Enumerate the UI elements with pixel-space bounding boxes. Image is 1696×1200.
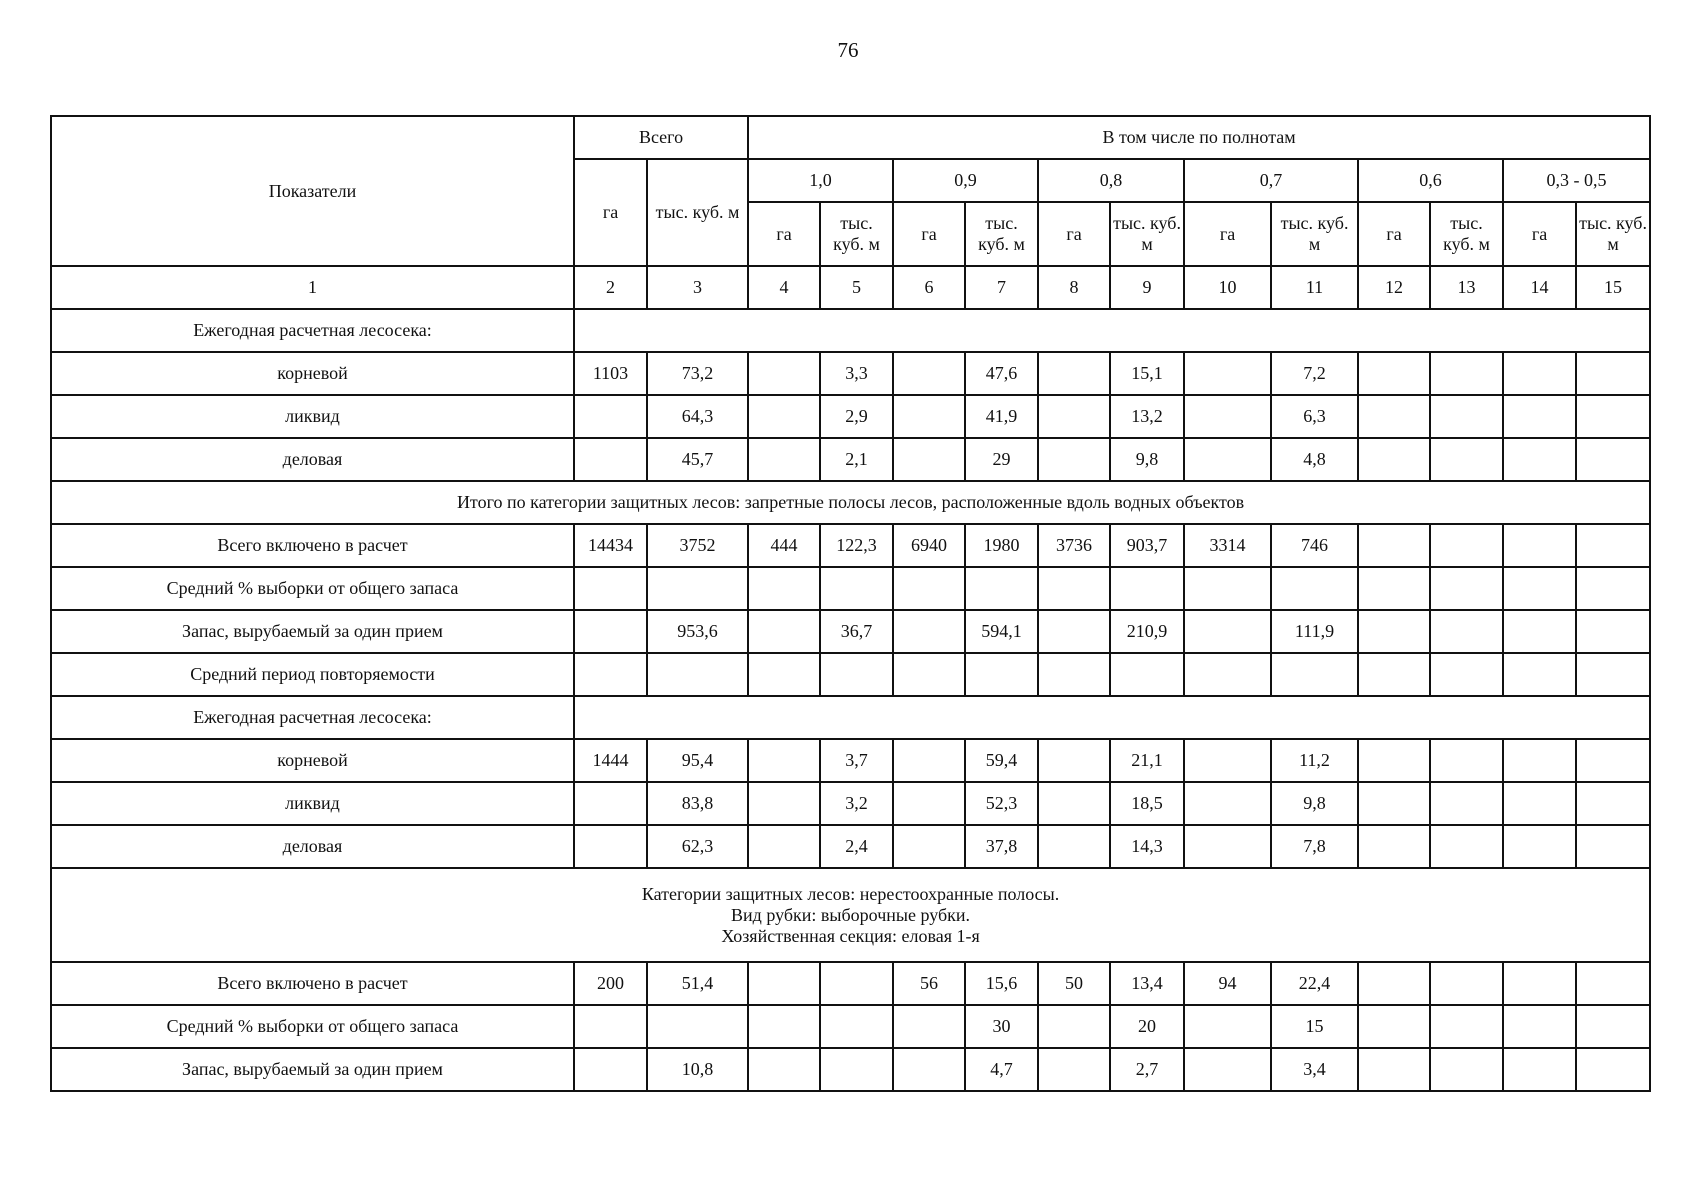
table-cell: 62,3	[647, 825, 748, 868]
table-cell	[893, 739, 965, 782]
table-cell: 3752	[647, 524, 748, 567]
column-number: 11	[1271, 266, 1358, 309]
table-cell: 50	[1038, 962, 1110, 1005]
table-cell	[1271, 567, 1358, 610]
table-cell: 83,8	[647, 782, 748, 825]
table-cell: 200	[574, 962, 647, 1005]
section-title	[51, 868, 1650, 962]
header-unit-ha: га	[1503, 202, 1576, 266]
table-cell: 56	[893, 962, 965, 1005]
section-title-row	[51, 481, 1650, 524]
table-cell	[1576, 395, 1650, 438]
table-cell: 1980	[965, 524, 1038, 567]
table-cell	[1184, 1048, 1271, 1091]
table-cell	[1358, 610, 1430, 653]
column-number: 9	[1110, 266, 1184, 309]
table-cell	[1038, 610, 1110, 653]
table-cell	[1358, 524, 1430, 567]
table-cell	[1430, 653, 1503, 696]
table-cell: 4,8	[1271, 438, 1358, 481]
table-cell: 47,6	[965, 352, 1038, 395]
table-cell: 444	[748, 524, 820, 567]
table-cell	[574, 653, 647, 696]
row-label: Всего включено в расчет	[51, 962, 574, 1005]
column-number: 3	[647, 266, 748, 309]
table-cell	[893, 653, 965, 696]
table-cell	[965, 653, 1038, 696]
table-cell	[1576, 782, 1650, 825]
table-cell	[748, 610, 820, 653]
table-cell	[1184, 352, 1271, 395]
table-cell	[748, 739, 820, 782]
table-row	[51, 962, 1650, 1005]
table-cell: 10,8	[647, 1048, 748, 1091]
table-cell	[748, 962, 820, 1005]
column-number: 7	[965, 266, 1038, 309]
table-row	[51, 739, 1650, 782]
table-row	[51, 567, 1650, 610]
header-unit-volume: тыс. куб. м	[1576, 202, 1650, 266]
table-cell	[647, 567, 748, 610]
table-cell	[1503, 352, 1576, 395]
table-cell	[1358, 438, 1430, 481]
table-cell	[1358, 352, 1430, 395]
section-title-line: Вид рубки: выборочные рубки.	[731, 904, 971, 925]
column-number: 1	[51, 266, 574, 309]
row-label: ликвид	[51, 782, 574, 825]
table-cell	[647, 653, 748, 696]
table-cell: 2,9	[820, 395, 893, 438]
table-cell	[1503, 395, 1576, 438]
header-total: Всего	[574, 116, 748, 159]
table-cell	[893, 782, 965, 825]
empty-merged-cell	[574, 696, 1650, 739]
table-cell: 37,8	[965, 825, 1038, 868]
table-cell: 21,1	[1110, 739, 1184, 782]
column-number-row	[51, 266, 1650, 309]
table-cell	[748, 352, 820, 395]
table-cell	[1358, 782, 1430, 825]
table-cell	[1110, 653, 1184, 696]
table-cell	[1430, 782, 1503, 825]
header-unit-volume: тыс. куб. м	[1271, 202, 1358, 266]
header-unit-ha: га	[1038, 202, 1110, 266]
empty-merged-cell	[574, 309, 1650, 352]
table-cell: 122,3	[820, 524, 893, 567]
column-number: 14	[1503, 266, 1576, 309]
table-cell	[574, 438, 647, 481]
column-number: 2	[574, 266, 647, 309]
table-cell: 3,2	[820, 782, 893, 825]
table-cell	[1184, 739, 1271, 782]
table-cell: 1103	[574, 352, 647, 395]
table-cell	[1184, 395, 1271, 438]
header-density: 0,8	[1038, 159, 1184, 202]
table-cell	[1430, 1005, 1503, 1048]
header-unit-volume: тыс. куб. м	[1430, 202, 1503, 266]
table-cell	[574, 395, 647, 438]
header-unit-ha: га	[1184, 202, 1271, 266]
table-cell	[1503, 610, 1576, 653]
table-cell	[965, 567, 1038, 610]
table-row	[51, 825, 1650, 868]
row-label: деловая	[51, 438, 574, 481]
table-cell: 6940	[893, 524, 965, 567]
table-cell	[748, 1005, 820, 1048]
row-label: Средний % выборки от общего запаса	[51, 567, 574, 610]
table-cell	[1358, 739, 1430, 782]
table-cell	[1503, 524, 1576, 567]
table-cell	[1430, 1048, 1503, 1091]
table-cell	[1038, 782, 1110, 825]
subheading-row	[51, 309, 1650, 352]
table-cell	[1038, 438, 1110, 481]
table-cell	[1503, 1005, 1576, 1048]
column-number: 10	[1184, 266, 1271, 309]
table-cell: 15	[1271, 1005, 1358, 1048]
row-label: деловая	[51, 825, 574, 868]
table-row	[51, 1048, 1650, 1091]
table-cell	[1576, 610, 1650, 653]
table-cell	[574, 782, 647, 825]
header-unit-volume: тыс. куб. м	[1110, 202, 1184, 266]
table-cell	[574, 1005, 647, 1048]
table-cell	[893, 1005, 965, 1048]
table-row	[51, 782, 1650, 825]
table-cell	[1038, 1005, 1110, 1048]
table-cell	[748, 395, 820, 438]
table-cell: 52,3	[965, 782, 1038, 825]
table-cell	[1503, 962, 1576, 1005]
table-row	[51, 1005, 1650, 1048]
column-number: 12	[1358, 266, 1430, 309]
table-cell: 36,7	[820, 610, 893, 653]
forest-harvest-table	[50, 115, 1651, 1092]
table-cell	[1430, 825, 1503, 868]
table-cell	[748, 782, 820, 825]
table-cell: 51,4	[647, 962, 748, 1005]
table-cell	[820, 1048, 893, 1091]
table-cell	[748, 1048, 820, 1091]
table-cell	[1184, 782, 1271, 825]
table-cell	[1576, 567, 1650, 610]
table-cell: 2,1	[820, 438, 893, 481]
column-number: 8	[1038, 266, 1110, 309]
table-cell	[1430, 395, 1503, 438]
header-density: 0,6	[1358, 159, 1503, 202]
table-cell: 15,1	[1110, 352, 1184, 395]
table-cell	[1184, 1005, 1271, 1048]
table-cell	[1430, 567, 1503, 610]
table-cell	[1110, 567, 1184, 610]
table-cell	[893, 352, 965, 395]
table-cell: 210,9	[1110, 610, 1184, 653]
table-cell	[1358, 825, 1430, 868]
header-density: 0,7	[1184, 159, 1358, 202]
table-cell	[893, 395, 965, 438]
table-cell	[820, 653, 893, 696]
header-unit-ha: га	[748, 202, 820, 266]
table-cell	[1503, 567, 1576, 610]
subheading-row	[51, 696, 1650, 739]
table-cell	[1038, 395, 1110, 438]
row-label: корневой	[51, 739, 574, 782]
row-label: Запас, вырубаемый за один прием	[51, 1048, 574, 1091]
section-title-line: Хозяйственная секция: еловая 1-я	[721, 925, 980, 946]
header-row-1	[51, 116, 1650, 159]
row-label: Запас, вырубаемый за один прием	[51, 610, 574, 653]
table-cell	[1503, 438, 1576, 481]
table-cell: 903,7	[1110, 524, 1184, 567]
table-cell	[1503, 1048, 1576, 1091]
table-cell	[1576, 739, 1650, 782]
table-cell: 594,1	[965, 610, 1038, 653]
table-cell	[1430, 524, 1503, 567]
row-label: ликвид	[51, 395, 574, 438]
table-cell: 953,6	[647, 610, 748, 653]
row-label: Ежегодная расчетная лесосека:	[51, 309, 574, 352]
table-cell	[1184, 825, 1271, 868]
table-cell	[1271, 653, 1358, 696]
table-cell	[1358, 395, 1430, 438]
table-cell	[748, 825, 820, 868]
table-cell	[1184, 438, 1271, 481]
table-cell	[1038, 653, 1110, 696]
section-title	[51, 481, 1650, 524]
table-cell	[1430, 610, 1503, 653]
table-cell	[1576, 1005, 1650, 1048]
table-cell: 3736	[1038, 524, 1110, 567]
table-cell: 2,4	[820, 825, 893, 868]
table-cell	[1358, 653, 1430, 696]
row-label: Средний % выборки от общего запаса	[51, 1005, 574, 1048]
table-row	[51, 352, 1650, 395]
column-number: 4	[748, 266, 820, 309]
table-row	[51, 610, 1650, 653]
table-cell: 3,7	[820, 739, 893, 782]
header-indicators: Показатели	[51, 116, 574, 266]
table-cell	[1430, 739, 1503, 782]
table-cell	[893, 825, 965, 868]
table-cell: 14,3	[1110, 825, 1184, 868]
table-cell: 64,3	[647, 395, 748, 438]
header-total-volume: тыс. куб. м	[647, 159, 748, 266]
table-cell	[1503, 739, 1576, 782]
table-cell: 30	[965, 1005, 1038, 1048]
table-cell	[1576, 962, 1650, 1005]
table-cell	[893, 1048, 965, 1091]
table-cell: 6,3	[1271, 395, 1358, 438]
table-cell	[820, 1005, 893, 1048]
header-density: 1,0	[748, 159, 893, 202]
table-cell: 1444	[574, 739, 647, 782]
header-density: 0,3 - 0,5	[1503, 159, 1650, 202]
table-cell: 3,3	[820, 352, 893, 395]
table-cell	[820, 567, 893, 610]
table-cell: 7,2	[1271, 352, 1358, 395]
column-number: 6	[893, 266, 965, 309]
table-cell: 20	[1110, 1005, 1184, 1048]
row-label: Всего включено в расчет	[51, 524, 574, 567]
table-cell	[1358, 1005, 1430, 1048]
table-cell	[748, 653, 820, 696]
table-cell	[1358, 1048, 1430, 1091]
table-cell: 7,8	[1271, 825, 1358, 868]
table-cell: 9,8	[1110, 438, 1184, 481]
row-label: корневой	[51, 352, 574, 395]
table-cell	[1184, 610, 1271, 653]
table-row	[51, 524, 1650, 567]
table-cell: 94	[1184, 962, 1271, 1005]
row-label: Ежегодная расчетная лесосека:	[51, 696, 574, 739]
column-number: 15	[1576, 266, 1650, 309]
header-unit-volume: тыс. куб. м	[965, 202, 1038, 266]
table-cell	[1038, 352, 1110, 395]
table-cell	[1503, 825, 1576, 868]
table-cell	[893, 610, 965, 653]
table-cell	[1576, 352, 1650, 395]
section-title-row	[51, 868, 1650, 962]
table-cell	[1503, 782, 1576, 825]
table-cell	[647, 1005, 748, 1048]
table-cell: 15,6	[965, 962, 1038, 1005]
column-number: 13	[1430, 266, 1503, 309]
header-density: 0,9	[893, 159, 1038, 202]
table-cell	[1576, 653, 1650, 696]
table-cell	[893, 438, 965, 481]
table-cell	[1038, 567, 1110, 610]
section-title-line: Итого по категории защитных лесов: запретные полосы лесов, расположенные вдоль водных объектов	[456, 492, 1245, 512]
table-cell: 13,4	[1110, 962, 1184, 1005]
table-cell	[1503, 653, 1576, 696]
table-cell: 29	[965, 438, 1038, 481]
table-cell	[820, 962, 893, 1005]
table-cell	[1184, 567, 1271, 610]
table-cell	[1358, 962, 1430, 1005]
table-cell	[1576, 524, 1650, 567]
table-cell: 2,7	[1110, 1048, 1184, 1091]
table-cell: 11,2	[1271, 739, 1358, 782]
header-unit-ha: га	[1358, 202, 1430, 266]
table-cell	[574, 825, 647, 868]
table-cell: 22,4	[1271, 962, 1358, 1005]
table-cell: 18,5	[1110, 782, 1184, 825]
table-cell: 9,8	[1271, 782, 1358, 825]
table-cell	[1038, 739, 1110, 782]
table-cell	[893, 567, 965, 610]
column-number: 5	[820, 266, 893, 309]
section-title-line: Категории защитных лесов: нерестоохранные полосы.	[641, 883, 1060, 904]
table-cell	[1430, 962, 1503, 1005]
table-cell: 111,9	[1271, 610, 1358, 653]
table-cell	[748, 438, 820, 481]
table-cell: 13,2	[1110, 395, 1184, 438]
header-unit-volume: тыс. куб. м	[820, 202, 893, 266]
table-cell: 73,2	[647, 352, 748, 395]
table-cell: 4,7	[965, 1048, 1038, 1091]
table-cell	[1038, 1048, 1110, 1091]
row-label: Средний период повторяемости	[51, 653, 574, 696]
table-cell: 95,4	[647, 739, 748, 782]
table-cell: 3,4	[1271, 1048, 1358, 1091]
page-number: 76	[837, 38, 859, 62]
table-cell	[574, 567, 647, 610]
table-cell	[748, 567, 820, 610]
table-cell	[1576, 825, 1650, 868]
table-row	[51, 653, 1650, 696]
table-cell	[1038, 825, 1110, 868]
table-cell	[1576, 438, 1650, 481]
table-cell: 14434	[574, 524, 647, 567]
table-cell	[1576, 1048, 1650, 1091]
table-cell: 45,7	[647, 438, 748, 481]
table-row	[51, 438, 1650, 481]
header-unit-ha: га	[893, 202, 965, 266]
table-cell: 3314	[1184, 524, 1271, 567]
header-including-by-density: В том числе по полнотам	[748, 116, 1650, 159]
table-cell	[1358, 567, 1430, 610]
table-cell: 746	[1271, 524, 1358, 567]
table-cell	[574, 610, 647, 653]
table-cell	[1184, 653, 1271, 696]
table-cell	[1430, 352, 1503, 395]
table-row	[51, 395, 1650, 438]
header-total-ha: га	[574, 159, 647, 266]
table-cell: 59,4	[965, 739, 1038, 782]
table-cell	[574, 1048, 647, 1091]
table-cell: 41,9	[965, 395, 1038, 438]
table-cell	[1430, 438, 1503, 481]
